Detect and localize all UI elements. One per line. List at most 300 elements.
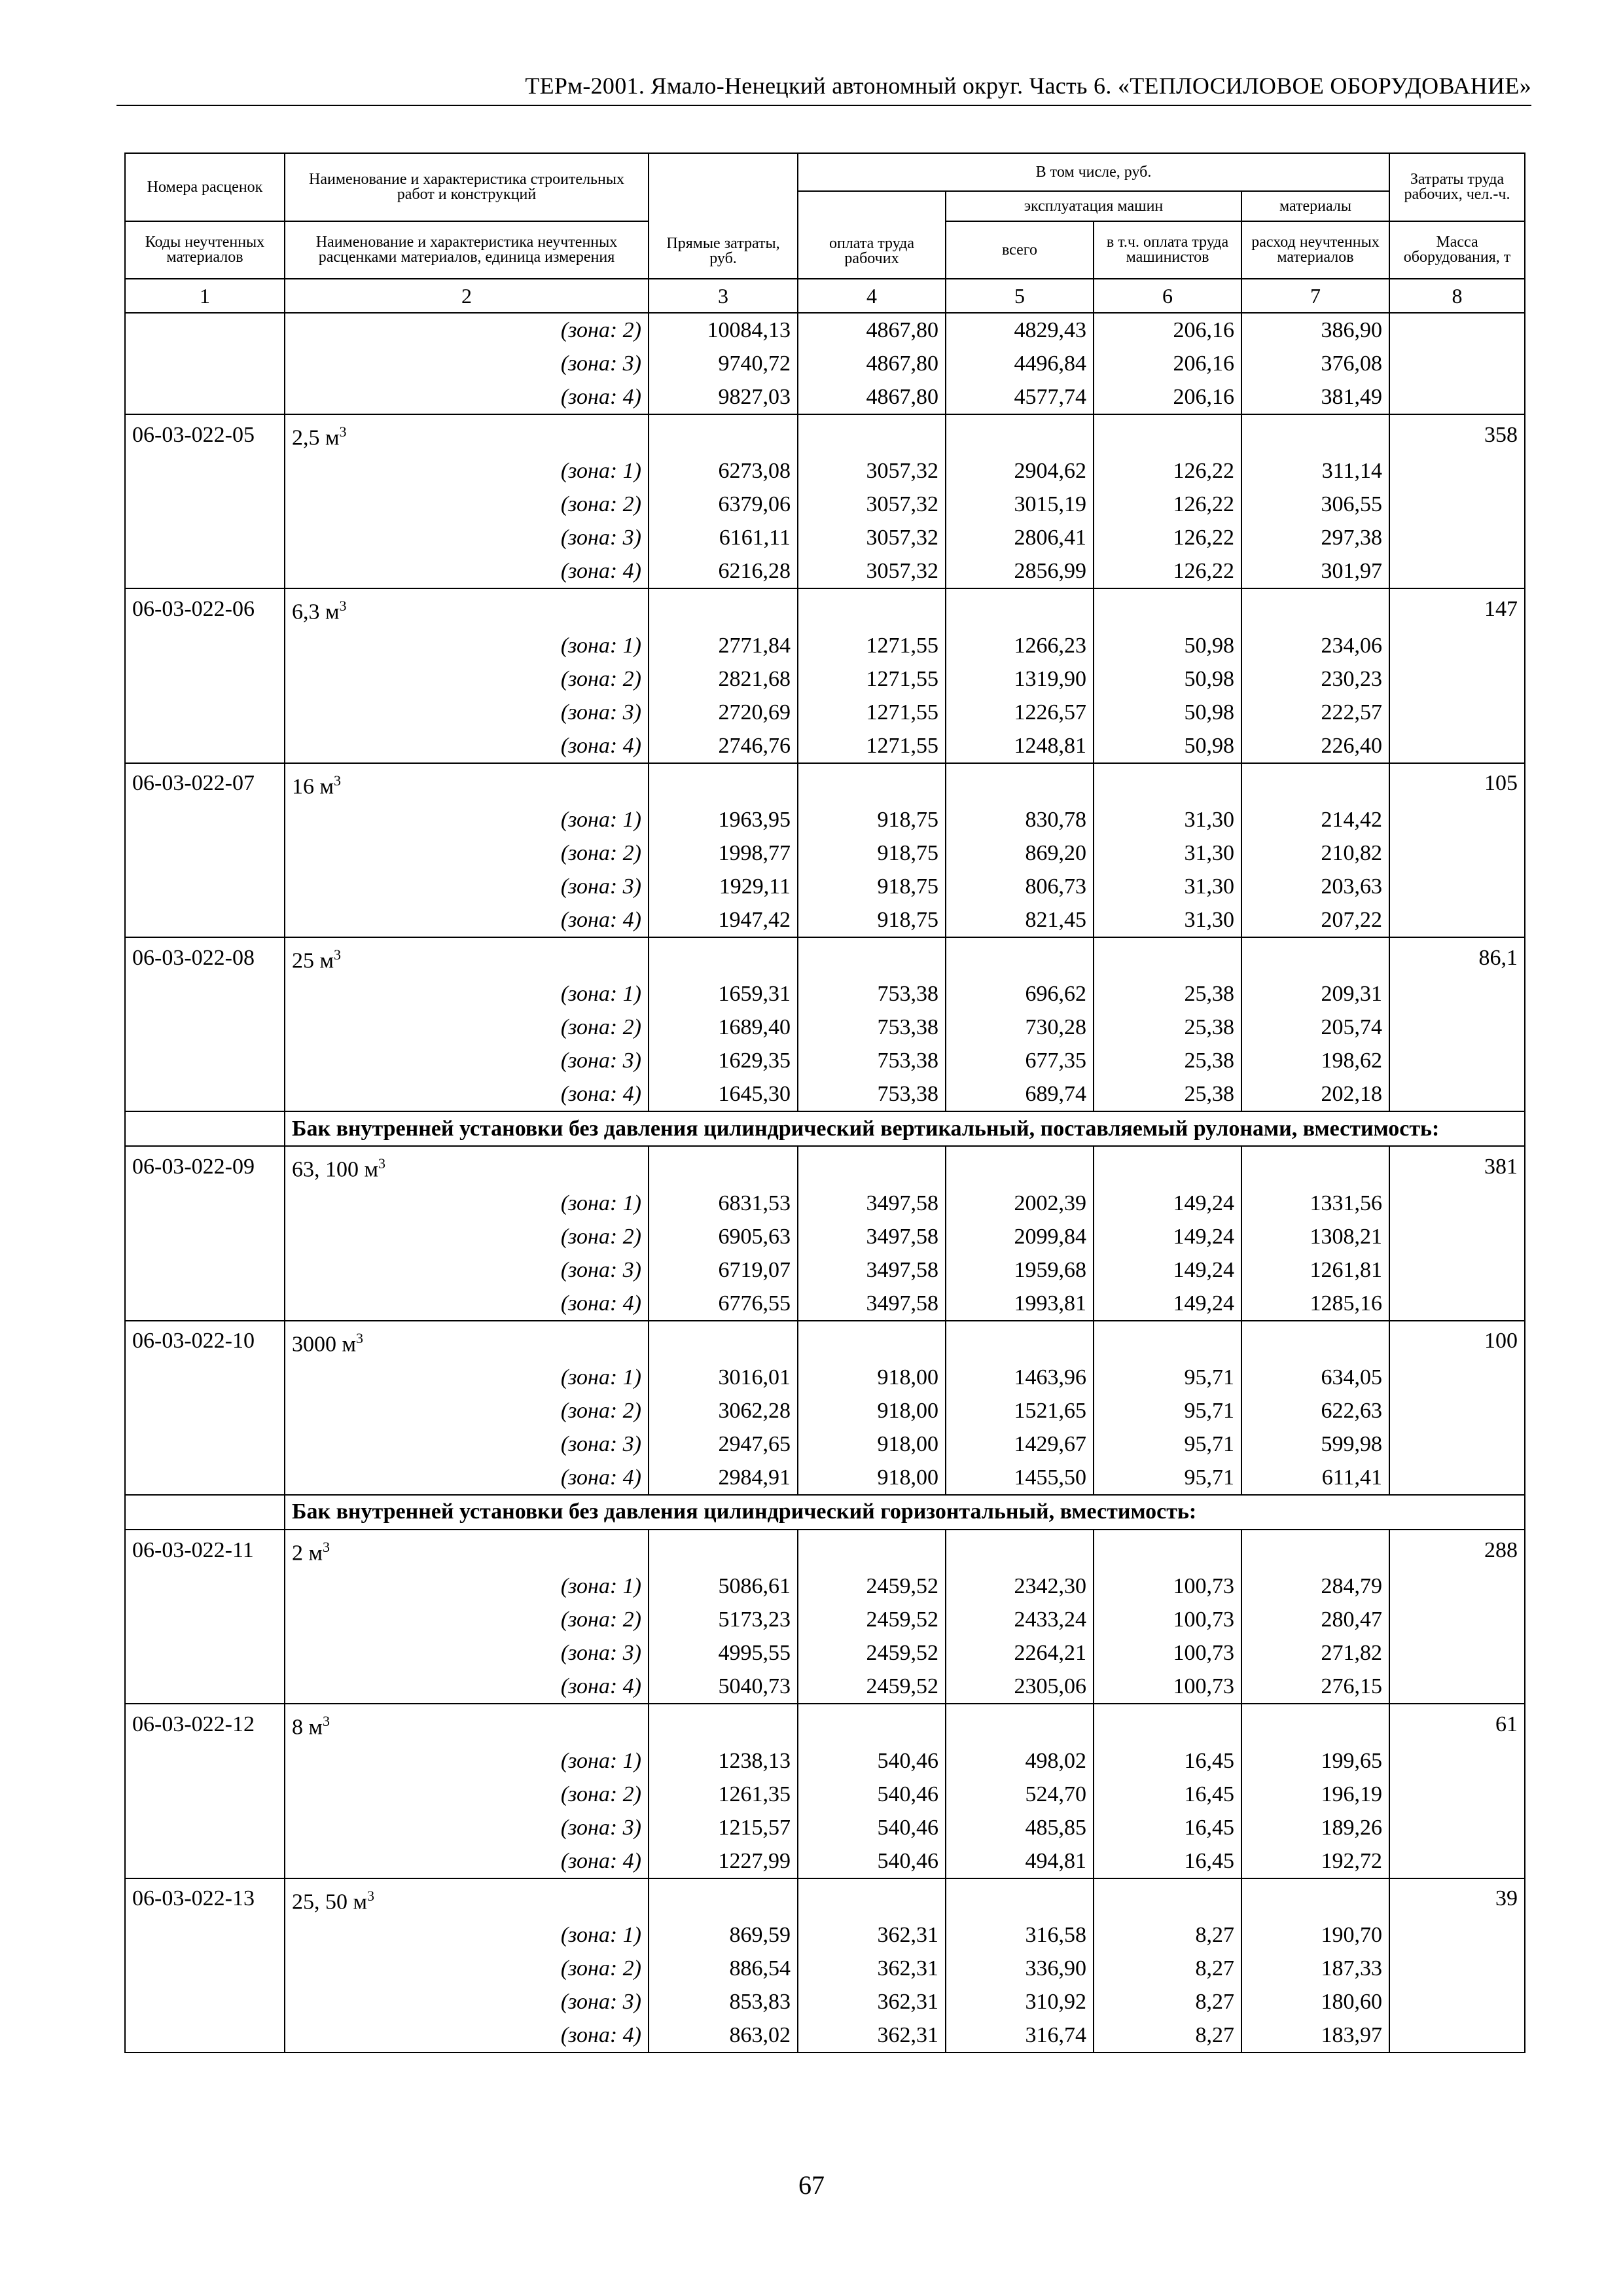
zone-label: (зона: 4) [285,1844,649,1878]
direct-costs-value: 853,83 [649,1985,798,2018]
labor-cost-value: 918,00 [798,1461,946,1495]
zone-label: (зона: 4) [285,729,649,763]
section-title: Бак внутренней установки без давления цилиндрический горизонтальный, вместимость: [285,1495,1525,1530]
materials-value: 386,90 [1241,313,1389,347]
direct-costs-value: 1215,57 [649,1811,798,1844]
zone-label: (зона: 4) [285,903,649,937]
machines-total-value: 2002,39 [946,1187,1094,1220]
column-number: 4 [798,279,946,313]
labor-cost-value: 362,31 [798,1985,946,2018]
labor-hours-cell [1389,1461,1525,1495]
rate-code-cell [125,1044,285,1077]
zone-label: (зона: 1) [285,1570,649,1603]
unit-exponent: 3 [367,1887,375,1904]
table-header [125,153,1525,313]
machines-total-value: 2904,62 [946,454,1094,488]
labor-hours-cell [1389,313,1525,347]
header-col2-bottom: Наименование и характеристика неучтенных расценками материалов, единица измерения [285,221,649,279]
empty-cell [1094,1878,1241,1918]
labor-hours-cell [1389,488,1525,521]
empty-cell [1094,1146,1241,1186]
rate-code: 06-03-022-05 [125,414,285,454]
zone-row [125,1844,1525,1878]
labor-cost-value: 3057,32 [798,454,946,488]
machines-total-value: 3015,19 [946,488,1094,521]
zone-row [125,1011,1525,1044]
direct-costs-value: 2984,91 [649,1461,798,1495]
labor-hours-cell [1389,380,1525,414]
labor-cost-value: 3057,32 [798,488,946,521]
rate-code: 06-03-022-13 [125,1878,285,1918]
direct-costs-value: 1261,35 [649,1778,798,1811]
zone-row [125,696,1525,729]
section-code-cell [125,1495,285,1530]
zone-row [125,1744,1525,1778]
labor-hours-cell [1389,1636,1525,1670]
materials-value: 306,55 [1241,488,1389,521]
empty-cell [1094,414,1241,454]
direct-costs-value: 1238,13 [649,1744,798,1778]
labor-hours-value: 147 [1389,588,1525,628]
machine-labor-value: 100,73 [1094,1670,1241,1704]
header-rule [116,105,1531,106]
machines-total-value: 485,85 [946,1811,1094,1844]
empty-cell [946,1321,1094,1361]
machines-total-value: 730,28 [946,1011,1094,1044]
machines-total-value: 2342,30 [946,1570,1094,1603]
labor-cost-value: 753,38 [798,1077,946,1111]
rate-name [285,414,649,454]
rate-code-cell [125,521,285,554]
empty-cell [1094,763,1241,803]
machines-total-value: 821,45 [946,903,1094,937]
zone-row [125,2018,1525,2053]
materials-value: 196,19 [1241,1778,1389,1811]
header-col1-top: Номера расценок [125,153,285,221]
unit-exponent: 3 [339,423,347,440]
empty-cell [1241,1530,1389,1570]
zone-row [125,1394,1525,1427]
materials-value: 214,42 [1241,803,1389,836]
empty-cell [1094,588,1241,628]
machines-total-value: 4496,84 [946,347,1094,380]
rate-name [285,937,649,977]
labor-hours-cell [1389,1603,1525,1636]
zone-row [125,1044,1525,1077]
labor-cost-value: 3497,58 [798,1220,946,1253]
direct-costs-value: 6216,28 [649,554,798,588]
labor-hours-cell [1389,1187,1525,1220]
rate-row [125,1146,1525,1186]
materials-value: 599,98 [1241,1427,1389,1461]
zone-label: (зона: 1) [285,1187,649,1220]
unit-exponent: 3 [323,1538,330,1555]
labor-cost-value: 1271,55 [798,662,946,696]
rate-name [285,588,649,628]
zone-row [125,1077,1525,1111]
rate-name [285,1321,649,1361]
machines-total-value: 1319,90 [946,662,1094,696]
empty-cell [946,1530,1094,1570]
machine-labor-value: 50,98 [1094,629,1241,662]
materials-value: 205,74 [1241,1011,1389,1044]
machine-labor-value: 31,30 [1094,836,1241,870]
machine-labor-value: 8,27 [1094,1918,1241,1952]
empty-cell [649,588,798,628]
machines-total-value: 1266,23 [946,629,1094,662]
zone-label: (зона: 3) [285,521,649,554]
zone-label: (зона: 2) [285,1603,649,1636]
machines-total-value: 524,70 [946,1778,1094,1811]
labor-hours-value: 61 [1389,1704,1525,1744]
rate-name [285,1530,649,1570]
machines-total-value: 2433,24 [946,1603,1094,1636]
zone-label: (зона: 1) [285,1361,649,1394]
zone-label: (зона: 2) [285,1011,649,1044]
labor-cost-value: 1271,55 [798,729,946,763]
rate-code: 06-03-022-09 [125,1146,285,1186]
machine-labor-value: 95,71 [1094,1427,1241,1461]
labor-cost-value: 918,75 [798,803,946,836]
direct-costs-value: 5173,23 [649,1603,798,1636]
labor-hours-cell [1389,1011,1525,1044]
direct-costs-value: 1645,30 [649,1077,798,1111]
capacity-text: 63, 100 м [292,1157,379,1182]
empty-cell [946,763,1094,803]
machine-labor-value: 206,16 [1094,380,1241,414]
zone-row [125,903,1525,937]
empty-cell [1241,1704,1389,1744]
direct-costs-value: 2821,68 [649,662,798,696]
machine-labor-value: 50,98 [1094,729,1241,763]
labor-hours-cell [1389,662,1525,696]
machines-total-value: 316,74 [946,2018,1094,2053]
direct-costs-value: 9827,03 [649,380,798,414]
rate-code-cell [125,1253,285,1287]
unit-exponent: 3 [378,1155,386,1172]
labor-cost-value: 540,46 [798,1811,946,1844]
materials-value: 180,60 [1241,1985,1389,2018]
column-number: 2 [285,279,649,313]
materials-value: 1285,16 [1241,1287,1389,1321]
rate-row [125,1704,1525,1744]
rate-row [125,1878,1525,1918]
rate-code-cell [125,629,285,662]
machine-labor-value: 25,38 [1094,1077,1241,1111]
labor-hours-value: 358 [1389,414,1525,454]
machine-labor-value: 8,27 [1094,1985,1241,2018]
capacity-text: 25, 50 м [292,1889,368,1914]
labor-hours-value: 105 [1389,763,1525,803]
labor-cost-value: 1271,55 [798,629,946,662]
zone-label: (зона: 1) [285,1744,649,1778]
labor-hours-cell [1389,977,1525,1011]
rate-code-cell [125,1077,285,1111]
materials-value: 1261,81 [1241,1253,1389,1287]
capacity-text: 6,3 м [292,600,340,624]
zone-row [125,1603,1525,1636]
labor-hours-value: 86,1 [1389,937,1525,977]
direct-costs-value: 6161,11 [649,521,798,554]
unit-exponent: 3 [356,1329,364,1346]
unit-exponent: 3 [334,772,342,789]
zone-label: (зона: 2) [285,488,649,521]
empty-cell [798,1146,946,1186]
zone-label: (зона: 4) [285,1287,649,1321]
machine-labor-value: 31,30 [1094,870,1241,903]
materials-value: 280,47 [1241,1603,1389,1636]
labor-cost-value: 3057,32 [798,554,946,588]
rate-code-cell [125,903,285,937]
column-number: 8 [1389,279,1525,313]
column-number: 3 [649,279,798,313]
machine-labor-value: 16,45 [1094,1844,1241,1878]
direct-costs-value: 1659,31 [649,977,798,1011]
rate-code-cell [125,1011,285,1044]
machines-total-value: 1248,81 [946,729,1094,763]
zone-label: (зона: 4) [285,1670,649,1704]
materials-value: 276,15 [1241,1670,1389,1704]
labor-hours-cell [1389,1287,1525,1321]
machine-labor-value: 149,24 [1094,1287,1241,1321]
rate-code-cell [125,1461,285,1495]
machine-labor-value: 31,30 [1094,803,1241,836]
zone-row [125,347,1525,380]
labor-cost-value: 540,46 [798,1844,946,1878]
rate-row [125,414,1525,454]
machines-total-value: 1429,67 [946,1427,1094,1461]
header-materials: материалы [1241,191,1389,221]
empty-cell [649,937,798,977]
empty-cell [946,1704,1094,1744]
materials-value: 234,06 [1241,629,1389,662]
labor-hours-cell [1389,521,1525,554]
machines-total-value: 310,92 [946,1985,1094,2018]
empty-cell [649,1146,798,1186]
zone-row [125,1187,1525,1220]
section-title: Бак внутренней установки без давления цилиндрический вертикальный, поставляемый рулонами, вместимость: [285,1111,1525,1146]
zone-row [125,1253,1525,1287]
zone-label: (зона: 4) [285,554,649,588]
zone-label: (зона: 3) [285,347,649,380]
machines-total-value: 498,02 [946,1744,1094,1778]
labor-hours-cell [1389,554,1525,588]
direct-costs-value: 869,59 [649,1918,798,1952]
direct-costs-value: 3016,01 [649,1361,798,1394]
header-direct-costs: Прямые затраты, руб. [649,153,798,279]
materials-value: 311,14 [1241,454,1389,488]
rate-row [125,588,1525,628]
materials-value: 190,70 [1241,1918,1389,1952]
rate-code-cell [125,1985,285,2018]
zone-label: (зона: 1) [285,629,649,662]
zone-row [125,1636,1525,1670]
empty-cell [798,1321,946,1361]
machine-labor-value: 95,71 [1094,1461,1241,1495]
labor-hours-cell [1389,729,1525,763]
machines-total-value: 2264,21 [946,1636,1094,1670]
rate-code-cell [125,1287,285,1321]
direct-costs-value: 863,02 [649,2018,798,2053]
materials-value: 209,31 [1241,977,1389,1011]
rate-code: 06-03-022-10 [125,1321,285,1361]
empty-cell [798,1704,946,1744]
rate-code-cell [125,454,285,488]
zone-label: (зона: 4) [285,1461,649,1495]
rate-code-cell [125,977,285,1011]
rate-code-cell [125,1952,285,1985]
zone-row [125,488,1525,521]
direct-costs-value: 886,54 [649,1952,798,1985]
labor-cost-value: 3497,58 [798,1253,946,1287]
zone-row [125,1287,1525,1321]
machines-total-value: 806,73 [946,870,1094,903]
direct-costs-value: 1629,35 [649,1044,798,1077]
rate-code-cell [125,1220,285,1253]
zone-row [125,521,1525,554]
machine-labor-value: 16,45 [1094,1778,1241,1811]
rate-code-cell [125,1570,285,1603]
rate-code-cell [125,313,285,347]
zone-label: (зона: 3) [285,1985,649,2018]
rate-code-cell [125,870,285,903]
zone-row [125,554,1525,588]
materials-value: 199,65 [1241,1744,1389,1778]
rate-code-cell [125,1187,285,1220]
zone-row [125,1427,1525,1461]
direct-costs-value: 2746,76 [649,729,798,763]
empty-cell [649,414,798,454]
labor-cost-value: 3497,58 [798,1187,946,1220]
machines-total-value: 696,62 [946,977,1094,1011]
labor-hours-cell [1389,1844,1525,1878]
zone-row [125,1361,1525,1394]
materials-value: 301,97 [1241,554,1389,588]
labor-cost-value: 2459,52 [798,1670,946,1704]
empty-cell [798,763,946,803]
labor-cost-value: 918,00 [798,1394,946,1427]
rate-row [125,1321,1525,1361]
machine-labor-value: 100,73 [1094,1603,1241,1636]
machine-labor-value: 206,16 [1094,313,1241,347]
machine-labor-value: 126,22 [1094,454,1241,488]
zone-label: (зона: 4) [285,380,649,414]
rate-name [285,1704,649,1744]
rate-code-cell [125,1636,285,1670]
rate-code: 06-03-022-08 [125,937,285,977]
zone-row [125,977,1525,1011]
labor-hours-cell [1389,696,1525,729]
materials-value: 187,33 [1241,1952,1389,1985]
rate-code-cell [125,1394,285,1427]
labor-hours-cell [1389,1077,1525,1111]
materials-value: 634,05 [1241,1361,1389,1394]
rate-code-cell [125,1603,285,1636]
machines-total-value: 1463,96 [946,1361,1094,1394]
direct-costs-value: 6776,55 [649,1287,798,1321]
machines-total-value: 677,35 [946,1044,1094,1077]
rate-row [125,763,1525,803]
labor-cost-value: 3057,32 [798,521,946,554]
zone-row [125,1811,1525,1844]
labor-cost-value: 540,46 [798,1744,946,1778]
zone-row [125,729,1525,763]
zone-row [125,1918,1525,1952]
labor-hours-value: 288 [1389,1530,1525,1570]
labor-cost-value: 2459,52 [798,1603,946,1636]
direct-costs-value: 1929,11 [649,870,798,903]
empty-cell [946,937,1094,977]
zone-label: (зона: 3) [285,870,649,903]
materials-value: 222,57 [1241,696,1389,729]
rate-code-cell [125,729,285,763]
direct-costs-value: 6379,06 [649,488,798,521]
machine-labor-value: 50,98 [1094,696,1241,729]
machine-labor-value: 50,98 [1094,662,1241,696]
machine-labor-value: 8,27 [1094,1952,1241,1985]
rate-code-cell [125,488,285,521]
materials-value: 203,63 [1241,870,1389,903]
empty-cell [1094,1530,1241,1570]
materials-value: 202,18 [1241,1077,1389,1111]
rate-code-cell [125,380,285,414]
machines-total-value: 494,81 [946,1844,1094,1878]
empty-cell [946,588,1094,628]
rate-code-cell [125,1811,285,1844]
labor-hours-cell [1389,1811,1525,1844]
machines-total-value: 2099,84 [946,1220,1094,1253]
empty-cell [798,937,946,977]
rate-code-cell [125,554,285,588]
machine-labor-value: 206,16 [1094,347,1241,380]
rate-code-cell [125,803,285,836]
zone-label: (зона: 3) [285,696,649,729]
materials-value: 376,08 [1241,347,1389,380]
labor-hours-value: 39 [1389,1878,1525,1918]
column-number: 1 [125,279,285,313]
machine-labor-value: 149,24 [1094,1187,1241,1220]
direct-costs-value: 2771,84 [649,629,798,662]
empty-cell [1094,1321,1241,1361]
materials-value: 622,63 [1241,1394,1389,1427]
materials-value: 271,82 [1241,1636,1389,1670]
labor-cost-value: 918,75 [798,903,946,937]
header-labor: оплата труда рабочих [798,191,946,279]
materials-value: 198,62 [1241,1044,1389,1077]
machines-total-value: 2856,99 [946,554,1094,588]
labor-hours-cell [1389,629,1525,662]
materials-value: 189,26 [1241,1811,1389,1844]
labor-hours-cell [1389,1394,1525,1427]
empty-cell [1241,937,1389,977]
labor-cost-value: 4867,80 [798,380,946,414]
capacity-text: 8 м [292,1715,323,1740]
direct-costs-value: 1998,77 [649,836,798,870]
labor-cost-value: 918,00 [798,1361,946,1394]
machines-total-value: 1959,68 [946,1253,1094,1287]
empty-cell [649,1530,798,1570]
labor-cost-value: 2459,52 [798,1570,946,1603]
zone-row [125,1952,1525,1985]
machines-total-value: 1521,65 [946,1394,1094,1427]
empty-cell [946,414,1094,454]
zone-label: (зона: 2) [285,836,649,870]
rate-code-cell [125,347,285,380]
rate-code-cell [125,1361,285,1394]
machines-total-value: 1455,50 [946,1461,1094,1495]
machines-total-value: 869,20 [946,836,1094,870]
direct-costs-value: 9740,72 [649,347,798,380]
